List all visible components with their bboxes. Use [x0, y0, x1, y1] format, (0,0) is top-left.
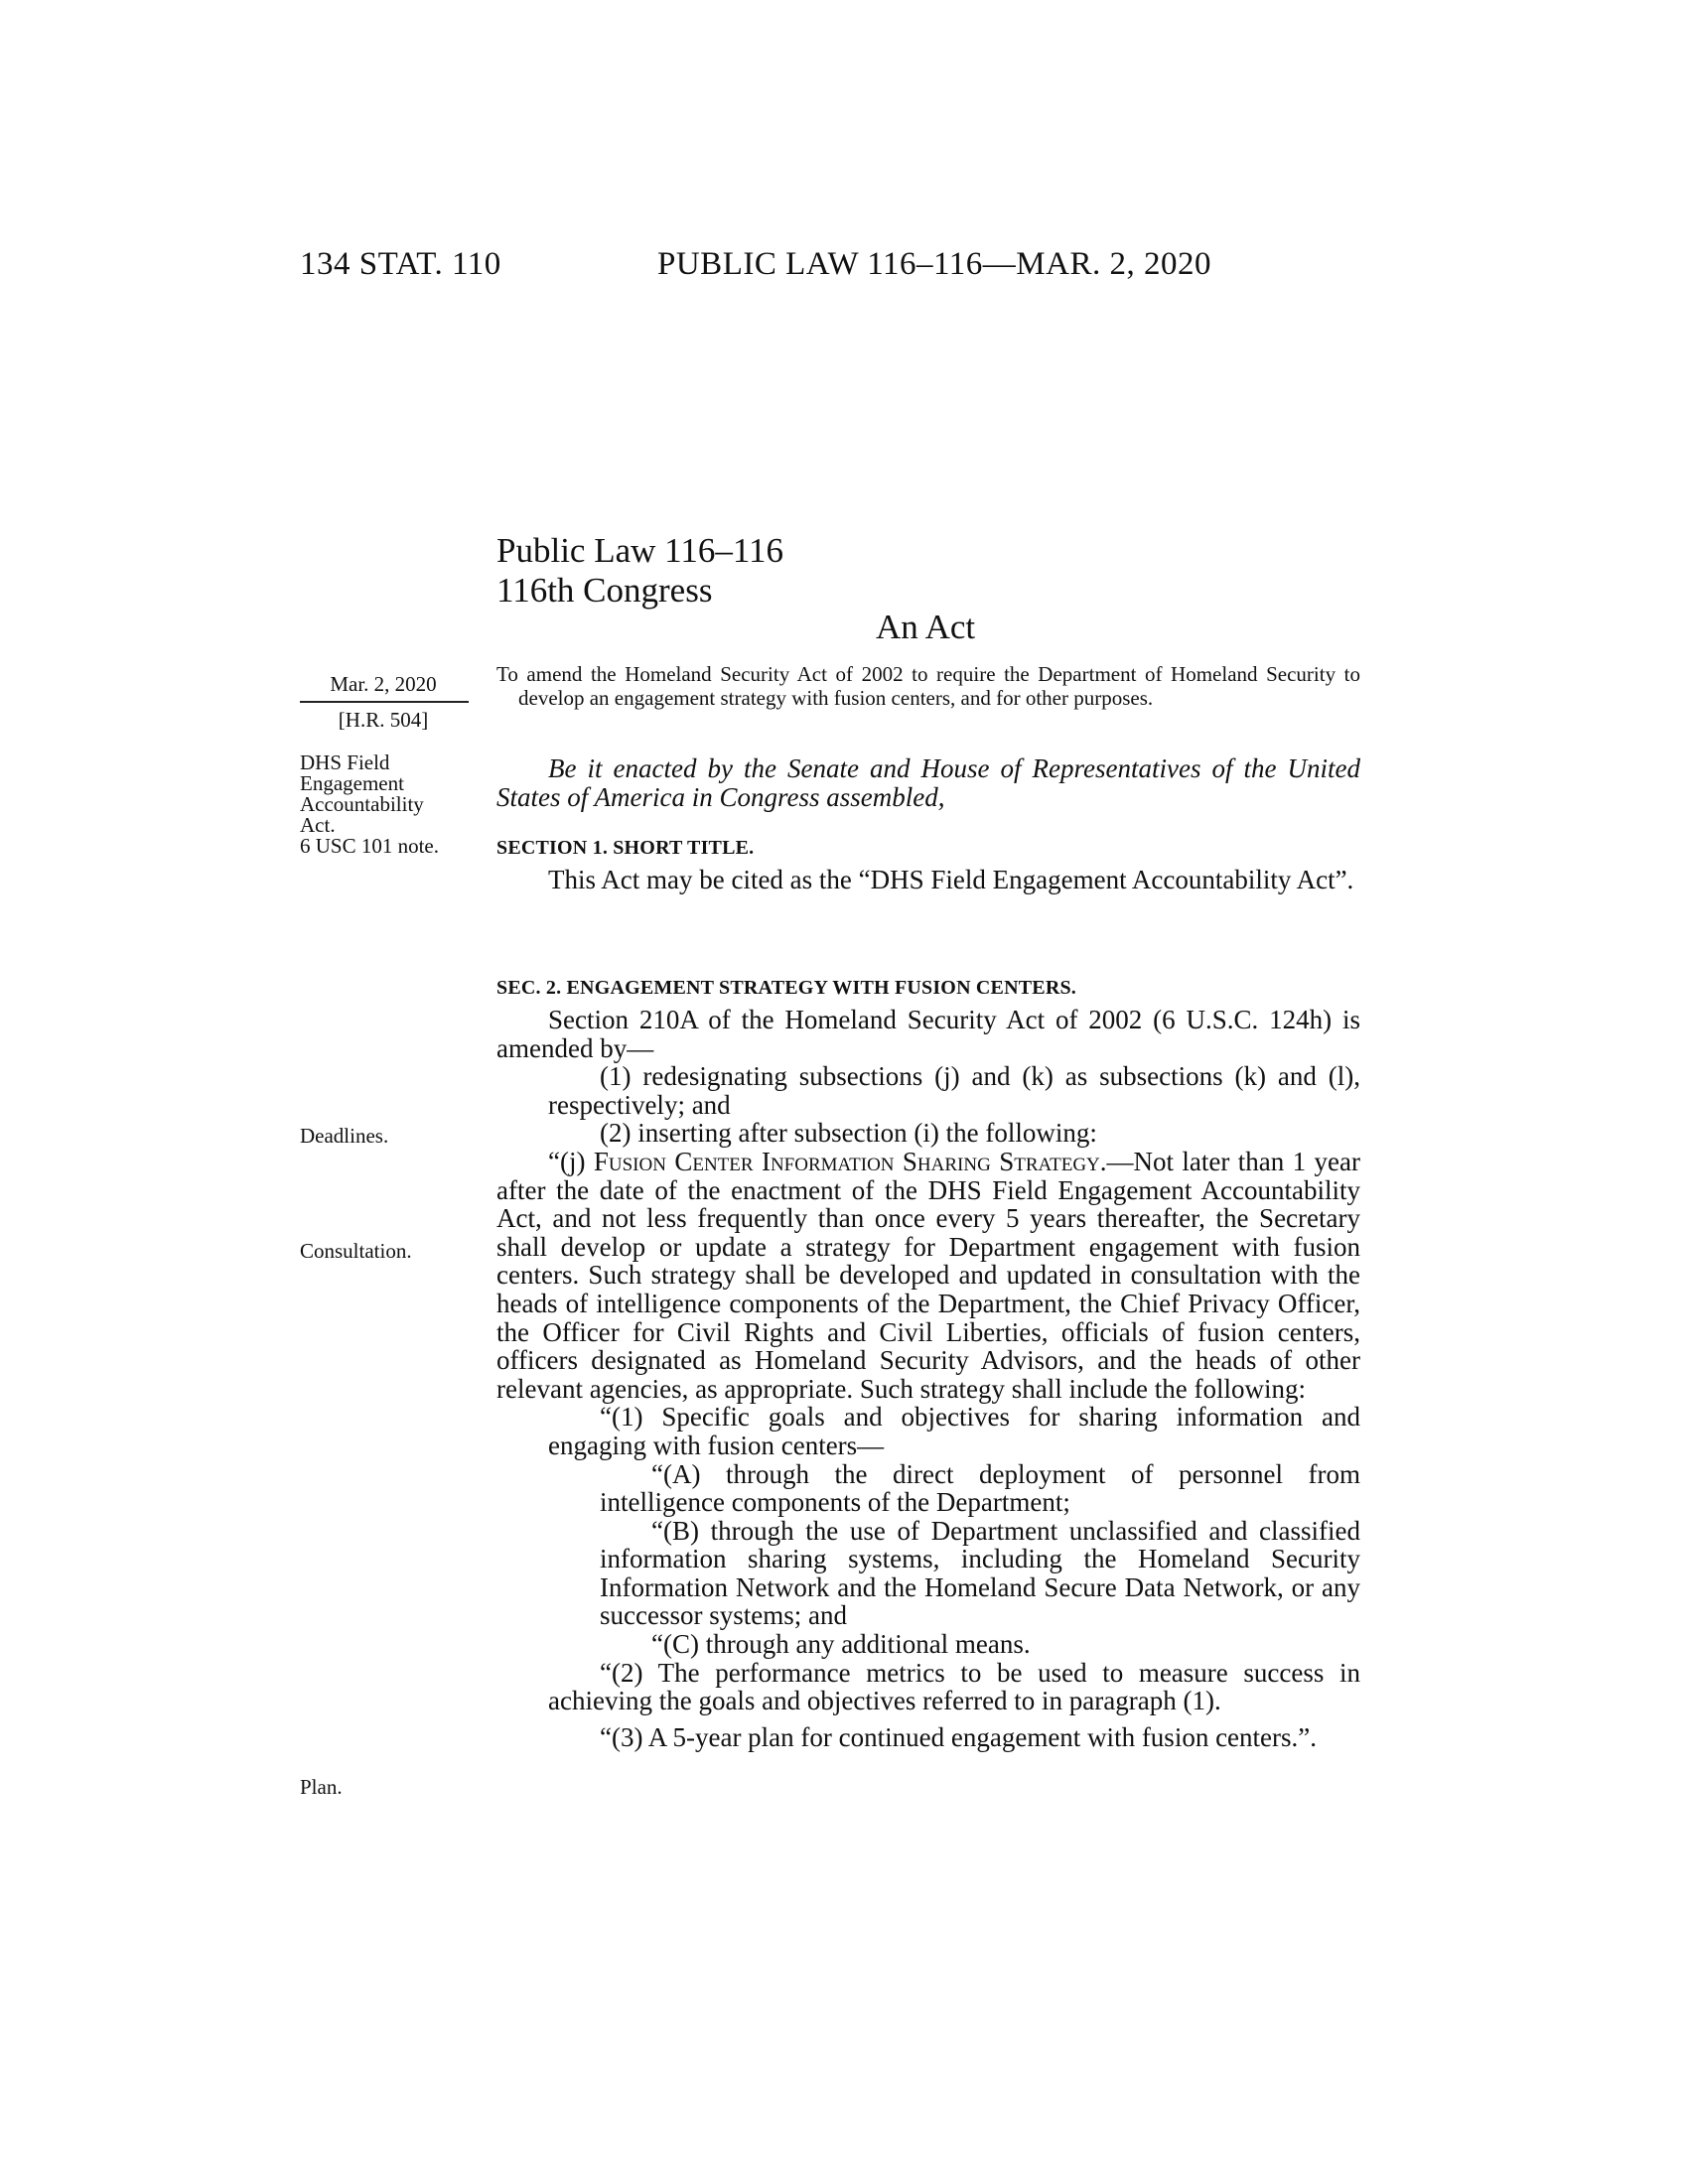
section-1-heading: SECTION 1. SHORT TITLE. — [496, 837, 755, 859]
act-heading: An Act — [876, 608, 976, 646]
paragraph-1: “(1) Specific goals and objectives for sharing information and engaging with fusion centers— — [548, 1402, 1360, 1460]
section-2-heading: SEC. 2. ENGAGEMENT STRATEGY WITH FUSION CENTERS. — [496, 977, 1076, 999]
page-number-header: 134 STAT. 110 — [300, 246, 501, 282]
subparagraph-b: “(B) through the use of Department unclassified and classified information sharing systems, including the Homeland Security Information Network and the Homeland Secure Data Network, or any successor systems; and — [600, 1515, 1360, 1631]
paragraph-3: “(3) A 5-year plan for continued engagement with fusion centers.”. — [600, 1721, 1317, 1752]
congress-number: 116th Congress — [496, 571, 713, 610]
running-header: PUBLIC LAW 116–116—MAR. 2, 2020 — [657, 246, 1211, 282]
act-purpose: To amend the Homeland Security Act of 2002 to require the Department of Homeland Security to develop an engagement strategy with fusion centers, and for other purposes. — [496, 662, 1360, 710]
bill-number-note: [H.R. 504] — [338, 708, 429, 732]
subsection-j-text: .—Not later than 1 year after the date of the enactment of the DHS Field Engagement Accountability Act, and not less frequently than once every 5 years thereafter, the Secretary shall develop or update a strategy for Department engagement with fusion centers. Such strategy shall be developed and updated in consultation with the heads of intelligence components of the Department, the Chief Privacy Officer, the Officer for Civil Rights and Civil Liberties, officials of fusion centers, officers designated as Homeland Security Advisors, and the heads of other relevant agencies, as appropriate. Such strategy shall include the following: — [496, 1146, 1361, 1404]
public-law-number: Public Law 116–116 — [496, 531, 784, 570]
date-divider — [300, 701, 469, 703]
section-2-intro: Section 210A of the Homeland Security Act of 2002 (6 U.S.C. 124h) is amended by— — [496, 1005, 1360, 1063]
subsection-j-open: “(j) — [548, 1146, 594, 1176]
margin-note-consultation: Consultation. — [300, 1239, 412, 1263]
subparagraph-c: “(C) through any additional means. — [651, 1629, 1031, 1660]
margin-note-short-title: DHS Field Engagement Accountability Act. 6 USC 101 note. — [300, 751, 440, 858]
amendment-item-1: (1) redesignating subsections (j) and (k) as subsections (k) and (l), respectively; and — [548, 1061, 1360, 1120]
margin-note-deadlines: Deadlines. — [300, 1124, 389, 1148]
subsection-j — [496, 1148, 1360, 1403]
enactment-date-note: Mar. 2, 2020 — [330, 672, 437, 696]
subsection-j-heading: Fusion Center Information Sharing Strategy — [593, 1146, 1100, 1176]
margin-note-plan: Plan. — [300, 1775, 343, 1799]
paragraph-2: “(2) The performance metrics to be used to measure success in achieving the goals and objectives referred to in paragraph (1). — [548, 1657, 1360, 1716]
subparagraph-a: “(A) through the direct deployment of personnel from intelligence components of the Department; — [600, 1458, 1360, 1518]
section-2-body — [496, 1006, 1360, 1751]
enacting-clause: Be it enacted by the Senate and House of Representatives of the United States of America in Congress assembled, — [496, 753, 1360, 812]
amendment-item-2: (2) inserting after subsection (i) the following: — [600, 1118, 1097, 1149]
section-1-text: This Act may be cited as the “DHS Field Engagement Accountability Act”. — [548, 865, 1354, 894]
